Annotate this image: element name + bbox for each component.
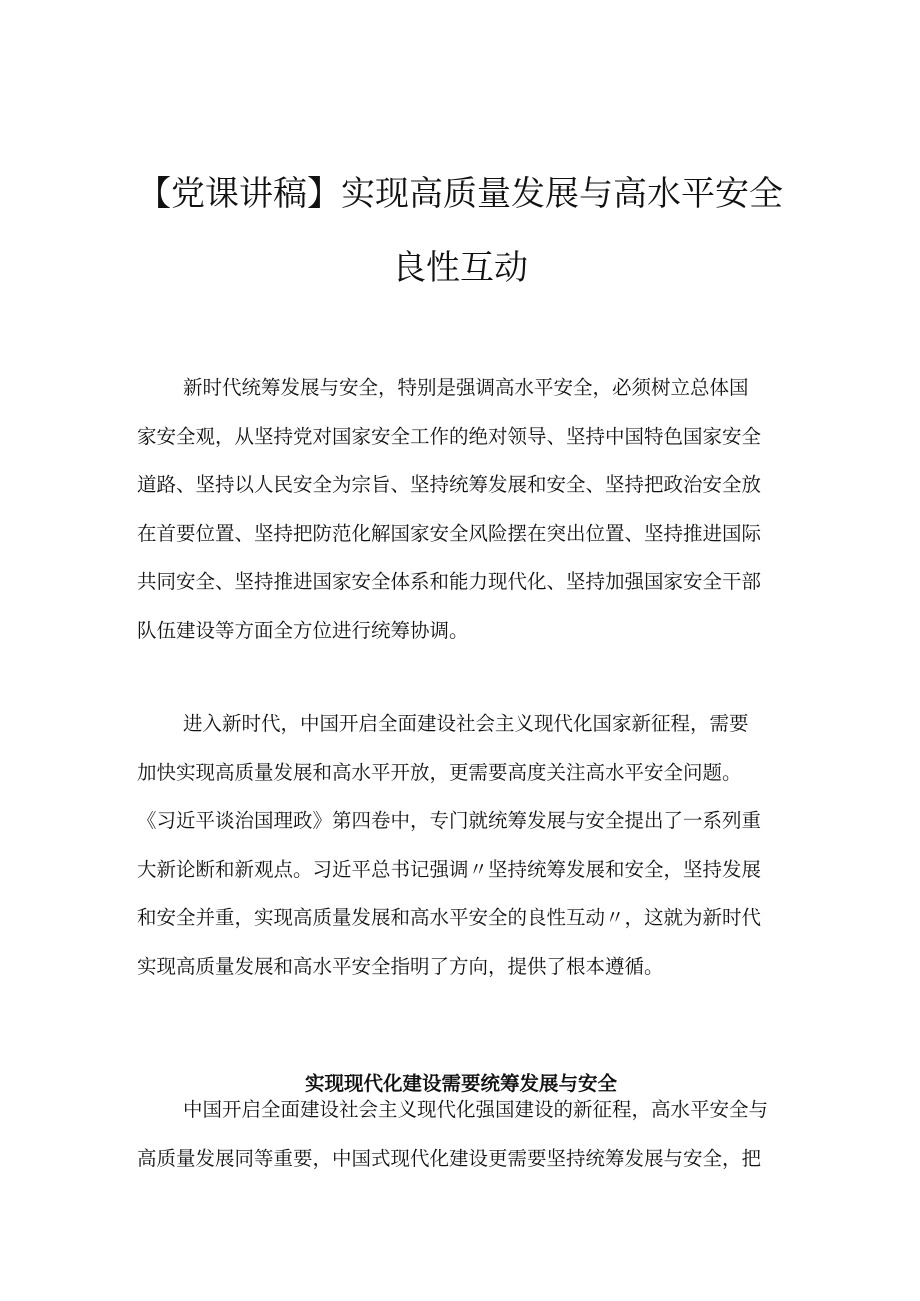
paragraph-line: 和安全并重，实现高质量发展和高水平安全的良性互动〃，这就为新时代: [137, 906, 762, 929]
paragraph-line: 加快实现高质量发展和高水平开放，更需要高度关注高水平安全问题。: [137, 760, 742, 784]
paragraph-line: 共同安全、坚持推进国家安全体系和能力现代化、坚持加强国家安全干部: [137, 570, 762, 593]
paragraph-line: 大新论断和新观点。习近平总书记强调〃坚持统筹发展和安全，坚持发展: [137, 857, 762, 881]
document-title: [120, 157, 800, 305]
paragraph-line: 进入新时代，中国开启全面建设社会主义现代化国家新征程，需要: [183, 712, 749, 735]
paragraph-line: 《习近平谈治国理政》第四卷中，专门就统筹发展与安全提出了一系列重: [137, 809, 762, 832]
paragraph-line: 实现高质量发展和高水平安全指明了方向，提供了根本遵循。: [137, 954, 664, 978]
paragraph-line: 新时代统筹发展与安全，特别是强调高水平安全，必须树立总体国: [183, 376, 749, 399]
section-heading: 实现现代化建设需要统筹发展与安全: [304, 1072, 617, 1096]
paragraph-line: 道路、坚持以人民安全为宗旨、坚持统筹发展和安全、坚持把政治安全放: [137, 473, 762, 496]
paragraph-2: [137, 700, 785, 991]
title-line-1: 【党课讲稿】实现高质量发展与高水平安全: [137, 173, 783, 214]
paragraph-line: 中国开启全面建设社会主义现代化强国建设的新征程，高水平安全与: [183, 1098, 769, 1121]
paragraph-3: [137, 1086, 785, 1183]
paragraph-line: 在首要位置、坚持把防范化解国家安全风险摆在突出位置、坚持推进国际: [137, 521, 762, 545]
paragraph-line: 队伍建设等方面全方位进行统筹协调。: [137, 618, 469, 642]
paragraph-line: 高质量发展同等重要，中国式现代化建设更需要坚持统筹发展与安全，把: [137, 1146, 762, 1170]
paragraph-line: 家安全观，从坚持党对国家安全工作的绝对领导、坚持中国特色国家安全: [137, 424, 762, 448]
paragraph-1: [137, 364, 785, 655]
title-line-2: 良性互动: [392, 247, 528, 288]
